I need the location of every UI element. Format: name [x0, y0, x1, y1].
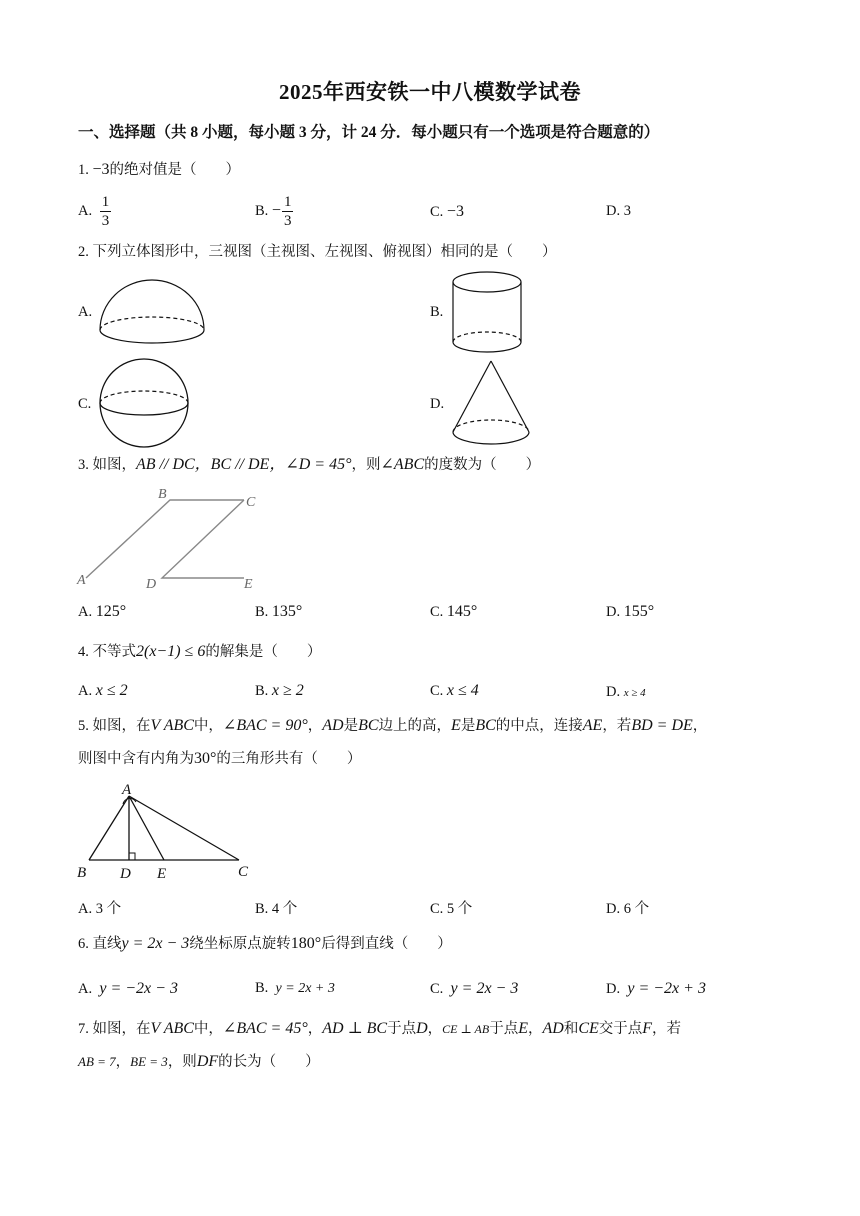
- question-5: 5. 如图，在V ABC中，∠BAC = 90°，AD是BC边上的高，E是BC的中点，连接AE，若BD = DE，: [78, 717, 708, 734]
- option-d[interactable]: D. y = −2x + 3: [606, 980, 706, 997]
- cone-icon: [448, 356, 534, 450]
- point-label: C: [246, 495, 256, 510]
- section-heading: 一、选择题（共 8 小题，每小题 3 分，计 24 分．每小题只有一个选项是符合题意的）: [78, 124, 660, 141]
- question-7: 7. 如图，在V ABC中，∠BAC = 45°，AD ⊥ BC于点D，CE ⊥ AB于点E，AD和CE交于点F，若: [78, 1020, 682, 1037]
- point-label: D: [146, 577, 157, 592]
- option-c[interactable]: C.: [78, 396, 92, 412]
- hemisphere-icon: [96, 276, 208, 348]
- cylinder-icon: [448, 268, 526, 358]
- question-number: 1.: [78, 162, 89, 178]
- option-d[interactable]: D. 155°: [606, 603, 655, 620]
- option-b[interactable]: B. 135°: [255, 603, 303, 620]
- parallelogram-figure: [74, 484, 270, 594]
- point-label: E: [157, 866, 167, 882]
- option-a[interactable]: A. y = −2x − 3: [78, 980, 178, 997]
- option-a[interactable]: A. $\frac{1}{3}$: [78, 194, 110, 229]
- point-label: A: [77, 573, 86, 588]
- question-5-line-2: 则图中含有内角为30°的三角形共有（ ）: [78, 750, 362, 767]
- option-c[interactable]: C. −3: [430, 203, 464, 220]
- math-expr: y = 2x − 3: [121, 935, 190, 952]
- math-expr: AB // DC，BC // DE，∠D = 45°: [136, 456, 352, 473]
- question-1: [78, 160, 240, 180]
- point-label: D: [120, 866, 131, 882]
- option-c[interactable]: C. 5 个: [430, 901, 473, 917]
- option-d[interactable]: D. x ≥ 4: [606, 684, 646, 700]
- point-label: E: [244, 577, 253, 592]
- option-a[interactable]: A. x ≤ 2: [78, 682, 128, 699]
- question-text: 的绝对值是（ ）: [109, 162, 241, 178]
- option-c[interactable]: C. y = 2x − 3: [430, 980, 519, 997]
- option-c[interactable]: C. 145°: [430, 603, 478, 620]
- point-label: A: [122, 782, 132, 798]
- point-label: B: [158, 487, 167, 502]
- option-d[interactable]: D.: [430, 396, 445, 412]
- fraction: $\frac{1}{3}$: [283, 194, 292, 229]
- page-title: 2025年西安铁一中八模数学试卷: [279, 80, 581, 104]
- math-expr: 2(x−1) ≤ 6: [136, 643, 206, 660]
- question-7-line-2: AB = 7，BE = 3，则DF的长为（ ）: [78, 1053, 320, 1070]
- point-label: C: [238, 864, 249, 880]
- math-expr: −3: [92, 161, 110, 178]
- triangle-figure: [74, 778, 258, 884]
- option-b[interactable]: B. − $\frac{1}{3}$: [255, 194, 292, 229]
- question-4: 4. 不等式2(x−1) ≤ 6的解集是（ ）: [78, 643, 322, 660]
- option-d[interactable]: D. 6 个: [606, 901, 650, 917]
- fraction: $\frac{1}{3}$: [101, 194, 110, 229]
- option-b[interactable]: B.: [430, 304, 444, 320]
- option-c[interactable]: C. x ≤ 4: [430, 682, 479, 699]
- option-a[interactable]: A. 3 个: [78, 901, 122, 917]
- option-b[interactable]: B. y = 2x + 3: [255, 980, 335, 996]
- option-d[interactable]: D. 3: [606, 203, 631, 219]
- option-b[interactable]: B. x ≥ 2: [255, 682, 304, 699]
- question-6: 6. 直线y = 2x − 3绕坐标原点旋转180°后得到直线（ ）: [78, 935, 452, 952]
- question-2: 2. 下列立体图形中，三视图（主视图、左视图、俯视图）相同的是（ ）: [78, 244, 557, 260]
- math-expr: ∠ABC: [380, 456, 425, 473]
- option-b[interactable]: B. 4 个: [255, 901, 298, 917]
- option-a[interactable]: A. 125°: [78, 603, 127, 620]
- point-label: B: [77, 865, 87, 881]
- sphere-icon: [96, 356, 192, 450]
- question-3: 3. 如图，AB // DC，BC // DE，∠D = 45°，则∠ABC的度数为（ ）: [78, 456, 541, 473]
- option-a[interactable]: A.: [78, 304, 93, 320]
